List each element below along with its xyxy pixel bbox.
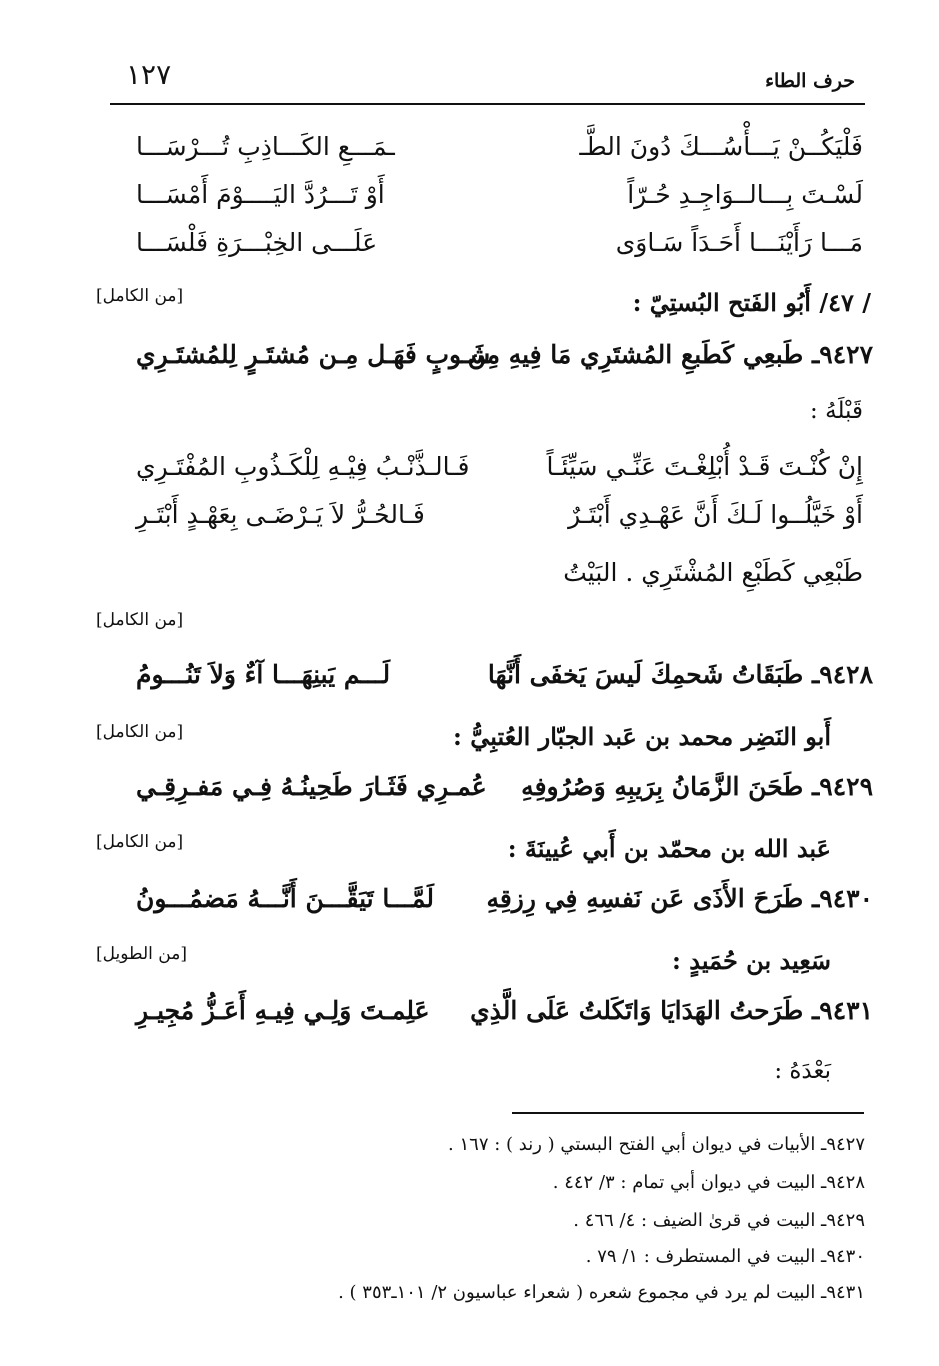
verse-9429-right: ٩٤٢٩ـ طَحَنَ الزَّمَانُ بِرَيبِهِ وَصُرُوفِهِ <box>521 772 873 801</box>
footnote: ٩٤٢٨ـ البيت في ديوان أبي تمام : ٣/ ٤٤٢ . <box>552 1172 865 1193</box>
footnote: ٩٤٣٠ـ البيت في المستطرف : ١/ ٧٩ . <box>585 1246 865 1267</box>
poet-heading: عَبد الله بن محمّد بن أَبي عُيينَةَ : <box>507 834 831 863</box>
verse-right-hemistich: أَوْ خَيَّلُــوا لَـكَ أَنَّ عَهْـدِي أَبْتَـرٌ <box>568 500 863 529</box>
verse-9431-left: عَلِمـتَ وَلِـي فِيـهِ أَعَـزُّ مُجِيـرِ <box>136 996 430 1025</box>
verse-right-hemistich: إِنْ كُنْـتَ قَـدْ أُبْلِغْـتَ عَنِّـي سَيِّئَـاً <box>546 452 863 481</box>
verse-9428-right: ٩٤٢٨ـ طَبَقَاتُ شَحمِكَ لَيسَ يَخفَى أَنَّهَا <box>487 660 873 689</box>
footnote: ٩٤٢٧ـ الأبيات في ديوان أبي الفتح البستي ( رند ) : ١٦٧ . <box>448 1134 865 1155</box>
badahu-label: بَعْدَهُ : <box>774 1058 831 1084</box>
verse-9430-left: لَمَّـــا تَيَقَّـــنَ أَنَّـــهُ مَضمُـــونُ <box>136 884 434 913</box>
qablahu-label: قَبْلَهُ : <box>810 398 863 424</box>
verse-left-hemistich: أَوْ تَـــرُدَّ اليَــــوْمَ أَمْسَـــا <box>136 180 385 209</box>
verse-left-hemistich: فَـالـذَّنْـبُ فِيْـهِ لِلْكَـذُوبِ المُفْتَـرِي <box>136 452 470 481</box>
poet-heading: أَبو النَضِر محمد بن عَبد الجبّار العُتبِيُّ : <box>453 722 831 751</box>
meter-label: [من الكامل] <box>96 832 184 852</box>
verse-right-hemistich: مَـــا رَأَيْنَـــا أَحَـدَاً سَـاوَى <box>615 228 863 257</box>
verse-9430-right: ٩٤٣٠ـ طَرَحَ الأَذَى عَن نَفسِهِ فِي رِزقِهِ <box>486 884 873 913</box>
verse-9427-left: شَـوبٍ فَهَـل مِـن مُشتَـرٍ لِلمُشتَـرِي <box>136 340 491 369</box>
verse-9431-right: ٩٤٣١ـ طَرَحتُ الهَدَايَا وَاتَكَلتُ عَلَى الَّذِي <box>470 996 873 1025</box>
verse-9428-left: لَـــم يَبنِهَـــا آءٌ وَلاَ تَنُـــومُ <box>136 660 391 689</box>
poet-heading: / ٤٧/ أَبُو الفَتح البُستِيّ : <box>632 288 871 317</box>
meter-label: [من الكامل] <box>96 286 184 306</box>
running-title: حرف الطاء <box>765 70 855 92</box>
meter-label: [من الكامل] <box>96 610 184 630</box>
page-number: ١٢٧ <box>126 58 172 91</box>
verse-left-hemistich: فَـالحُـرُّ لاَ يَـرْضَـى بِعَهْـدٍ أَبْتَـرِ <box>136 500 425 529</box>
verse-9427-right: ٩٤٢٧ـ طَبعِي كَطَبعِ المُشتَرِي مَا فِيهِ مِن <box>467 340 873 369</box>
ending-line: طَبْعِي كَطَبْعِ المُشْتَرِي . البَيْتُ <box>563 558 863 587</box>
verse-left-hemistich: عَلَـــى الخِبْـــرَةِ فَلْسَـــا <box>136 228 378 257</box>
footnote-rule <box>512 1112 864 1114</box>
header-rule <box>110 103 865 105</box>
verse-9429-left: عُمـرِي فَثَـارَ طَحِينُـهُ فِـي مَفـرِقِـي <box>136 772 487 801</box>
meter-label: [من الكامل] <box>96 722 184 742</box>
footnote: ٩٤٢٩ـ البيت في قرىٰ الضيف : ٤/ ٤٦٦ . <box>573 1210 865 1231</box>
verse-right-hemistich: فَلْيَكُــنْ يَـــأْسُـــكَ دُونَ الطَّـ <box>579 132 863 161</box>
poet-heading: سَعِيد بن حُمَيدٍ : <box>672 946 831 975</box>
footnote: ٩٤٣١ـ البيت لم يرد في مجموع شعره ( شعراء عباسيون ٢/ ١٠١ـ٣٥٣ ) . <box>338 1282 865 1303</box>
meter-label: [من الطويل] <box>96 944 187 964</box>
verse-right-hemistich: لَسْـتَ بِـــالــوَاجِـدِ حُـرّاً <box>627 180 863 209</box>
verse-left-hemistich: ـمَـــعِ الكَـــاذِبِ تُـــرْسَـــا <box>136 132 395 161</box>
